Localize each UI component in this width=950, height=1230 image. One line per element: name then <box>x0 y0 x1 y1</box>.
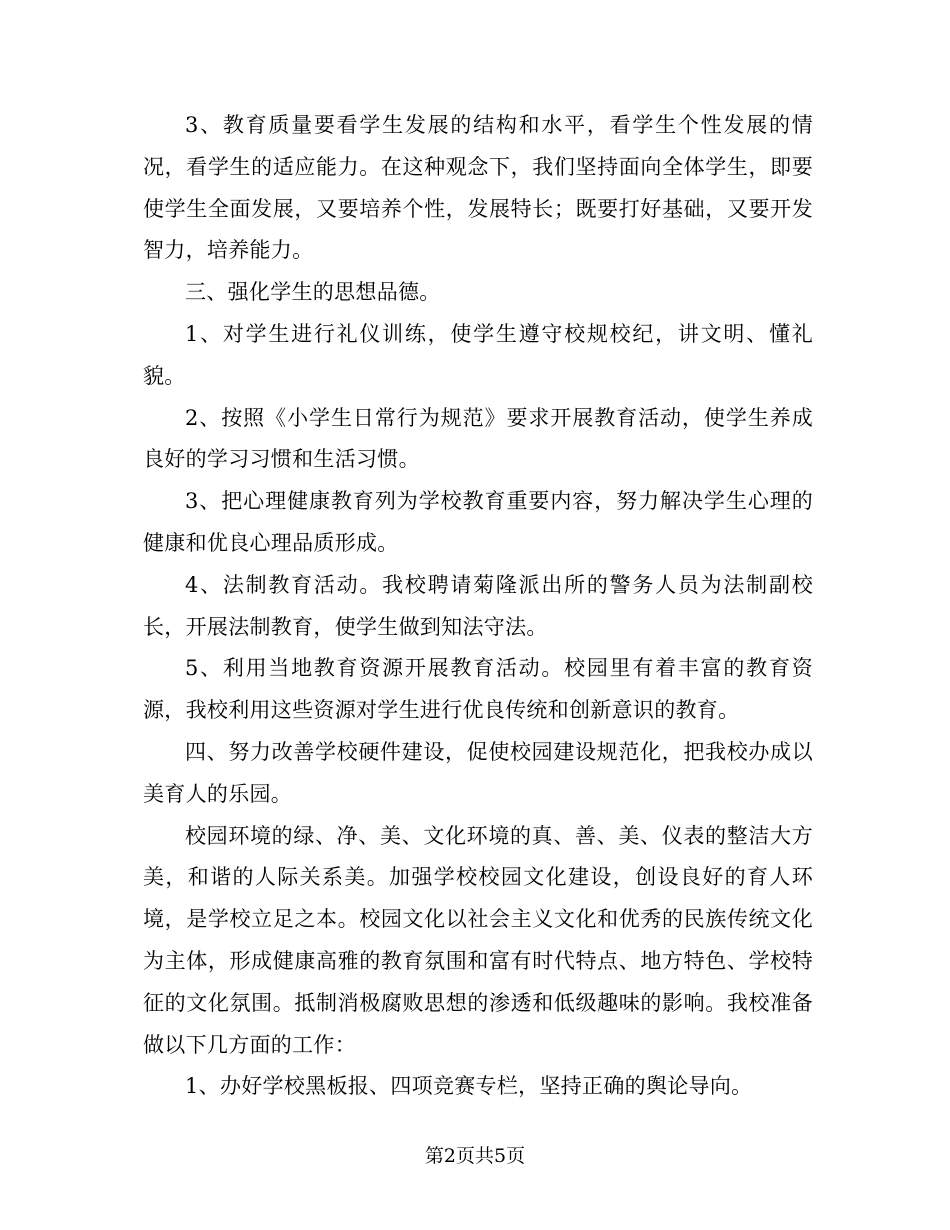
paragraph-resources-5: 5、利用当地教育资源开展教育活动。校园里有着丰富的教育资源，我校利用这些资源对学生进行优良传统和创新意识的教育。 <box>143 656 813 723</box>
page-number: 第2页共5页 <box>424 1145 526 1167</box>
page-footer <box>0 1142 950 1170</box>
paragraph-campus-culture: 校园环境的绿、净、美、文化环境的真、善、美、仪表的整洁大方美，和谐的人际关系美。加强学校校园文化建设，创设良好的育人环境，是学校立足之本。校园文化以社会主义文化和优秀的民族传统文化为主体，形成健康高雅的教育氛围和富有时代特点、地方特色、学校特征的文化氛围。抵制消极腐败思想的渗透和低级趣味的影响。我校准备做以下几方面的工作： <box>143 823 813 1057</box>
paragraph-quality-3: 3、教育质量要看学生发展的结构和水平，看学生个性发展的情况，看学生的适应能力。在这种观念下，我们坚持面向全体学生，即要使学生全面发展，又要培养个性，发展特长；既要打好基础，又要开发智力，培养能力。 <box>143 113 813 263</box>
paragraph-mental-health-3: 3、把心理健康教育列为学校教育重要内容，努力解决学生心理的健康和优良心理品质形成。 <box>143 489 813 555</box>
paragraph-behavior-2: 2、按照《小学生日常行为规范》要求开展教育活动，使学生养成良好的学习习惯和生活习惯。 <box>143 405 813 472</box>
section-heading-3: 三、强化学生的思想品德。 <box>185 280 441 305</box>
paragraph-legal-4: 4、法制教育活动。我校聘请菊隆派出所的警务人员为法制副校长，开展法制教育，使学生做到知法守法。 <box>143 572 813 639</box>
document-body <box>143 105 813 1108</box>
section-heading-4: 四、努力改善学校硬件建设，促使校园建设规范化，把我校办成以美育人的乐园。 <box>143 739 813 806</box>
paragraph-etiquette-1: 1、对学生进行礼仪训练，使学生遵守校规校纪，讲文明、懂礼貌。 <box>143 321 813 388</box>
paragraph-blackboard-1: 1、办好学校黑板报、四项竞赛专栏，坚持正确的舆论导向。 <box>185 1074 753 1099</box>
